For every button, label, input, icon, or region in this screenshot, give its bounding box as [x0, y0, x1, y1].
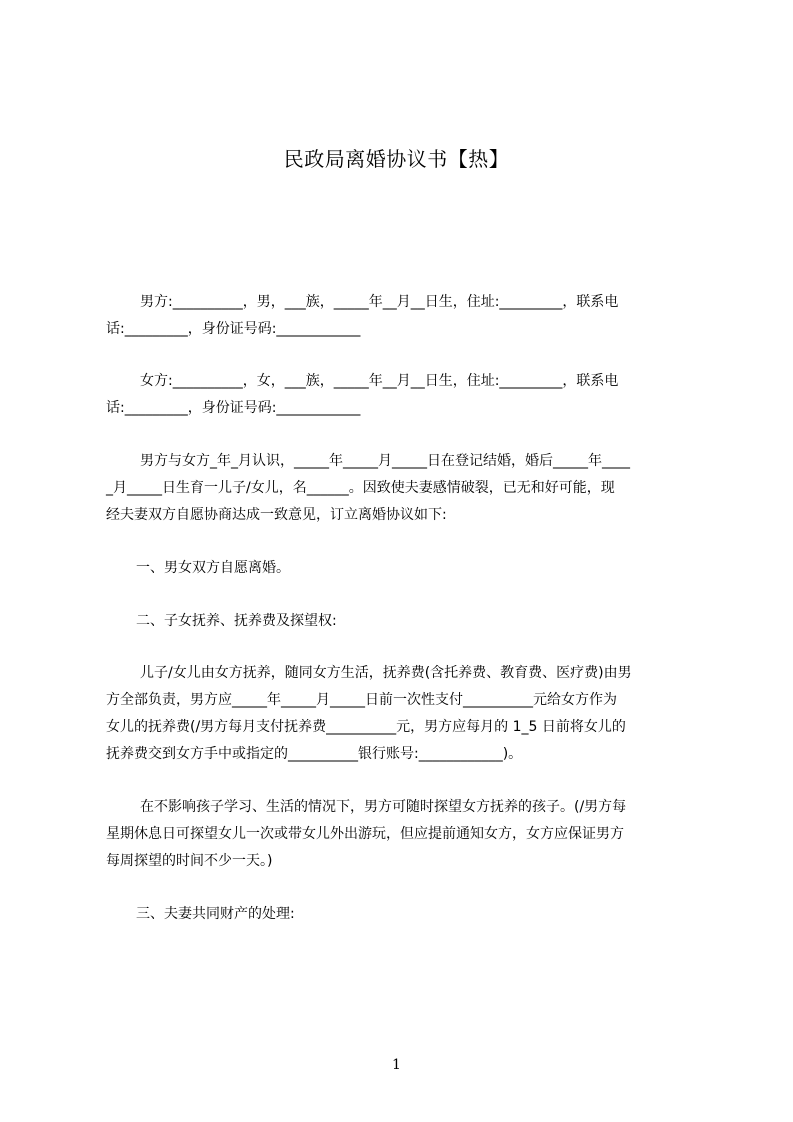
paragraph-line: 话:_________，身份证号码:____________ — [106, 321, 361, 337]
section-heading: 三、夫妻共同财产的处理: — [136, 906, 295, 922]
paragraph-line: 每周探望的时间不少一天。) — [106, 853, 273, 869]
paragraph-line: _月_____日生育一儿子/女儿，名______。因致使夫妻感情破裂，已无和好可能，现 — [106, 480, 615, 496]
paragraph-line: 方全部负责，男方应_____年_____月_____日前一次性支付__________元给女方作为 — [106, 692, 617, 708]
paragraph-line: 抚养费交到女方手中或指定的__________银行账号:____________)。 — [106, 746, 523, 762]
paragraph-line: 儿子/女儿由女方抚养，随同女方生活，抚养费(含托养费、教育费、医疗费)由男 — [140, 665, 632, 681]
paragraph-line: 话:_________，身份证号码:____________ — [106, 400, 361, 416]
page-title: 民政局离婚协议书【热】 — [283, 147, 510, 171]
paragraph-line: 男方与女方_年_月认识，_____年_____月_____日在登记结婚，婚后_____年____ — [140, 453, 630, 469]
section-heading: 二、子女抚养、抚养费及探望权: — [136, 613, 337, 629]
paragraph-line: 女儿的抚养费(/男方每月支付抚养费__________元，男方应每月的 1_5 日前将女儿的 — [106, 719, 626, 735]
paragraph-line: 星期休息日可探望女儿一次或带女儿外出游玩，但应提前通知女方，女方应保证男方 — [106, 826, 624, 842]
paragraph-line: 经夫妻双方自愿协商达成一致意见，订立离婚协议如下: — [106, 507, 447, 523]
paragraph-line: 女方:__________，女，___族，_____年__月__日生，住址:_________，联系电 — [140, 373, 619, 389]
section-heading: 一、男女双方自愿离婚。 — [136, 560, 290, 576]
page-number: 1 — [392, 1057, 401, 1073]
paragraph-line: 男方:__________，男，___族，_____年__月__日生，住址:_________，联系电 — [140, 294, 619, 310]
paragraph-line: 在不影响孩子学习、生活的情况下，男方可随时探望女方抚养的孩子。(/男方每 — [140, 799, 627, 815]
